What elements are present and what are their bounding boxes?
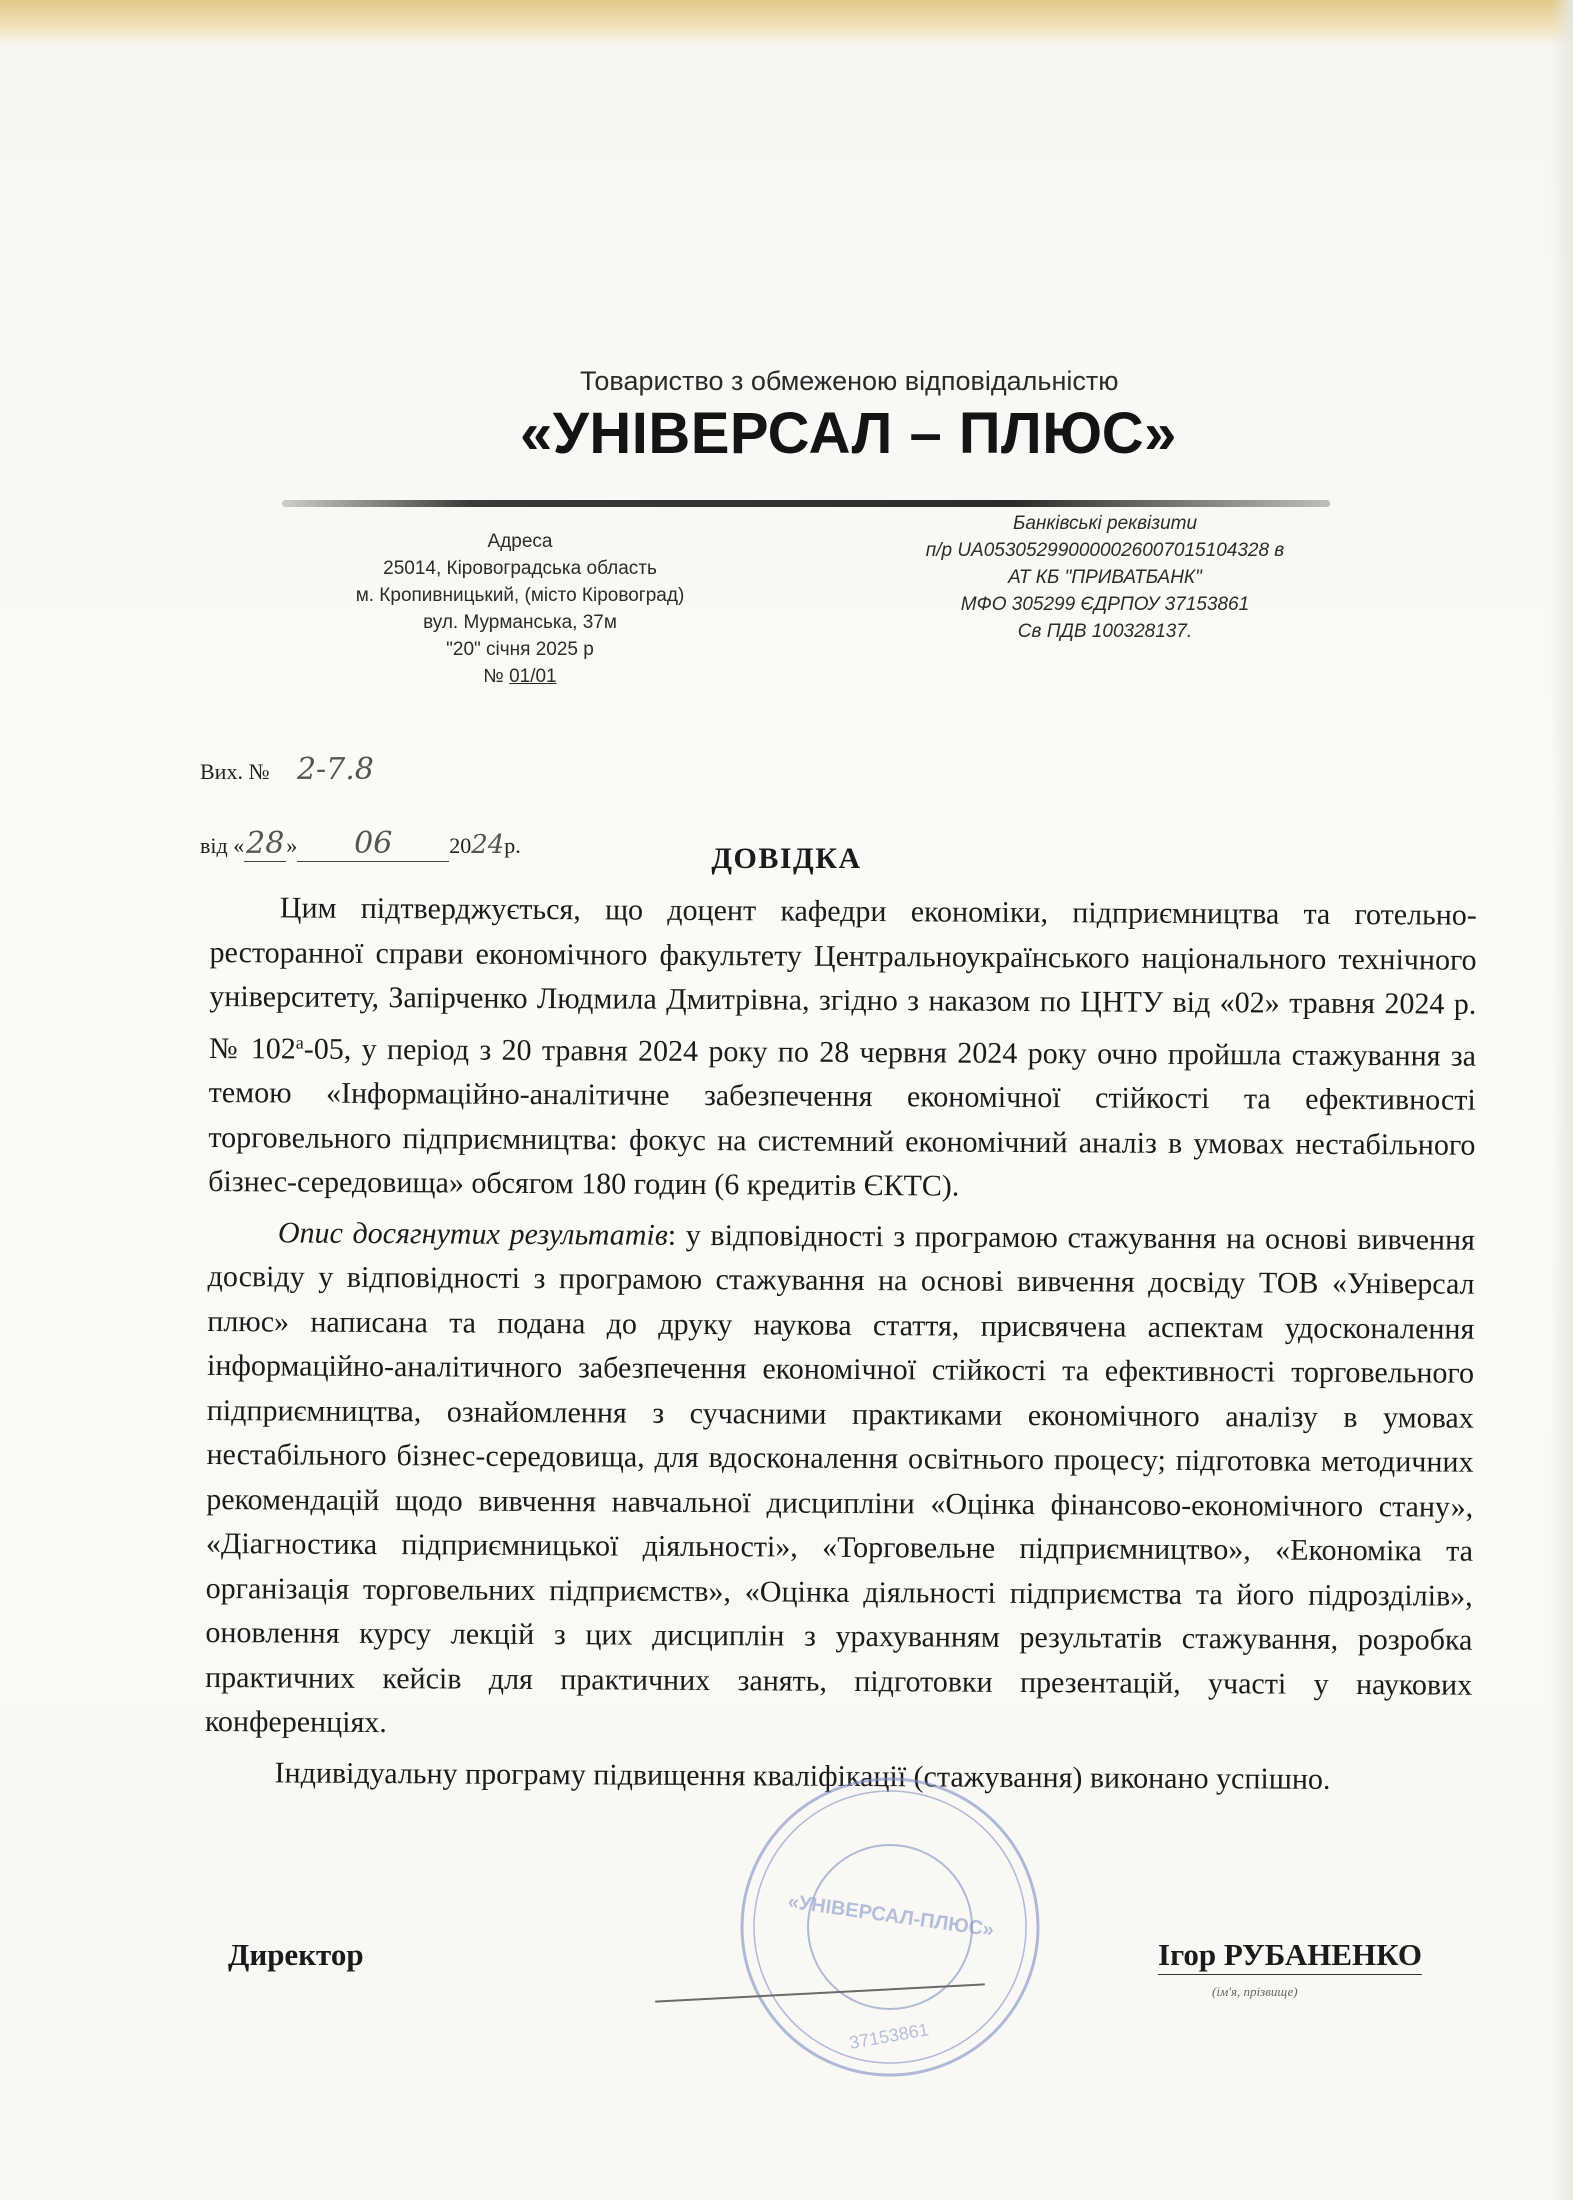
bank-line: АТ КБ "ПРИВАТБАНК": [1008, 567, 1202, 588]
order-number-superscript: а: [295, 1032, 304, 1053]
address-line: м. Кропивницький, (місто Кіровоград): [355, 585, 685, 606]
letterhead-subtitle: Товариство з обмеженою відповідальністю: [580, 366, 1119, 396]
signatory-caption: (ім'я, прізвище): [1212, 1984, 1298, 1999]
letter-number-row: [320, 663, 720, 690]
letterhead-company-name: «УНІВЕРСАЛ – ПЛЮС»: [520, 401, 1177, 466]
date-year-prefix: 20: [449, 833, 472, 858]
paragraph-text: Цим підтверджується, що доцент кафедри економіки, підприємництва та готельно-ресторанної справи економічного факультету Центральноукраїнського національного технічного університету, Запірченко Людмила Дмитрівна, згідно з наказом по ЦНТУ від «02» травня 2024 р. № 102: [208, 891, 1477, 1066]
letterhead-divider: [282, 500, 1330, 507]
date-prefix: від «: [200, 833, 245, 858]
address-label: Адреса: [487, 531, 553, 552]
seal-center-text: «УНІВЕРСАЛ-ПЛЮС»: [786, 1890, 996, 1942]
signatory-position: Директор: [228, 1937, 364, 1972]
body-paragraph-2: [205, 1210, 1475, 1752]
results-heading: Опис досягнутих результатів: [277, 1215, 668, 1252]
paragraph-text: -05, у період з 20 травня 2024 року по 28 червня 2024 року очно пройшла стажування за темою «Інформаційно-аналітичне забезпечення економічної стійкості та ефективності торговельного підприємництва: фокус на системний економічний аналіз в умовах нестабільного бізнес-середовища» обсягом 180 годин (6 кредитів ЄКТС).: [208, 1032, 1477, 1203]
date-mid: »: [286, 833, 298, 858]
date-day-handwritten: 28: [246, 826, 285, 861]
address-line: "20" січня 2025 р: [446, 639, 594, 660]
outgoing-number-label: Вих. №: [200, 759, 270, 784]
paragraph-text: Індивідуальну програму підвищення кваліфікації (стажування) виконано успішно.: [274, 1755, 1331, 1796]
date-year-handwritten: 24: [471, 830, 505, 860]
company-seal: [735, 1772, 1045, 2082]
letter-number-prefix: №: [483, 666, 510, 687]
company-address-block: [320, 528, 720, 690]
paragraph-text: : у відповідності з програмою стажування на основі вивчення досвіду у відповідності з програмою стажування на основі вивчення досвіду ТОВ «Універсал плюс» написана та подана до друку наукова стаття, присвячена аспектам удосконалення інформаційно-аналітичного забезпечення економічної стійкості та ефективності торговельного підприємництва, ознайомлення з сучасними практиками економічного аналізу в умовах нестабільного бізнес-середовища, для вдосконалення освітнього процесу; підготовка методичних рекомендацій щодо вивчення навчальної дисципліни «Оцінка фінансово-економічного стану», «Діагностика підприємницької діяльності», «Торговельне підприємництво», «Економіка та організація торговельних підприємств», «Оцінка діяльності підприємства та його підрозділів», оновлення курсу лекцій з цих дисциплін з урахуванням результатів стажування, розробка практичних кейсів для практичних занять, підготовки презентацій, участі у наукових конференціях.: [204, 1218, 1475, 1740]
document-body: [204, 886, 1477, 1803]
bank-details-block: [880, 510, 1330, 645]
seal-code-text: 37153861: [847, 2019, 931, 2053]
bank-line: п/р UA053052990000026007015104328 в: [925, 540, 1285, 561]
document-title: ДОВІДКА: [711, 842, 862, 875]
body-paragraph-1: [208, 886, 1477, 1212]
date-month-handwritten: 06: [297, 826, 449, 862]
date-year-suffix: р.: [504, 833, 521, 858]
address-line: вул. Мурманська, 37м: [423, 612, 617, 633]
bank-label: Банківські реквізити: [1012, 513, 1198, 534]
bank-line: МФО 305299 ЄДРПОУ 37153861: [960, 594, 1250, 615]
outgoing-number-row: [200, 752, 374, 787]
signatory-name: Ігор РУБАНЕНКО: [1158, 1937, 1422, 1975]
paper-edge-top: [0, 0, 1573, 46]
paper-edge-right: [1551, 0, 1573, 2200]
bank-line: Св ПДВ 100328137.: [1017, 621, 1193, 642]
address-line: 25014, Кіровоградська область: [383, 558, 657, 579]
outgoing-number-handwritten: 2-7.8: [296, 752, 374, 787]
letter-number: 01/01: [509, 666, 557, 687]
